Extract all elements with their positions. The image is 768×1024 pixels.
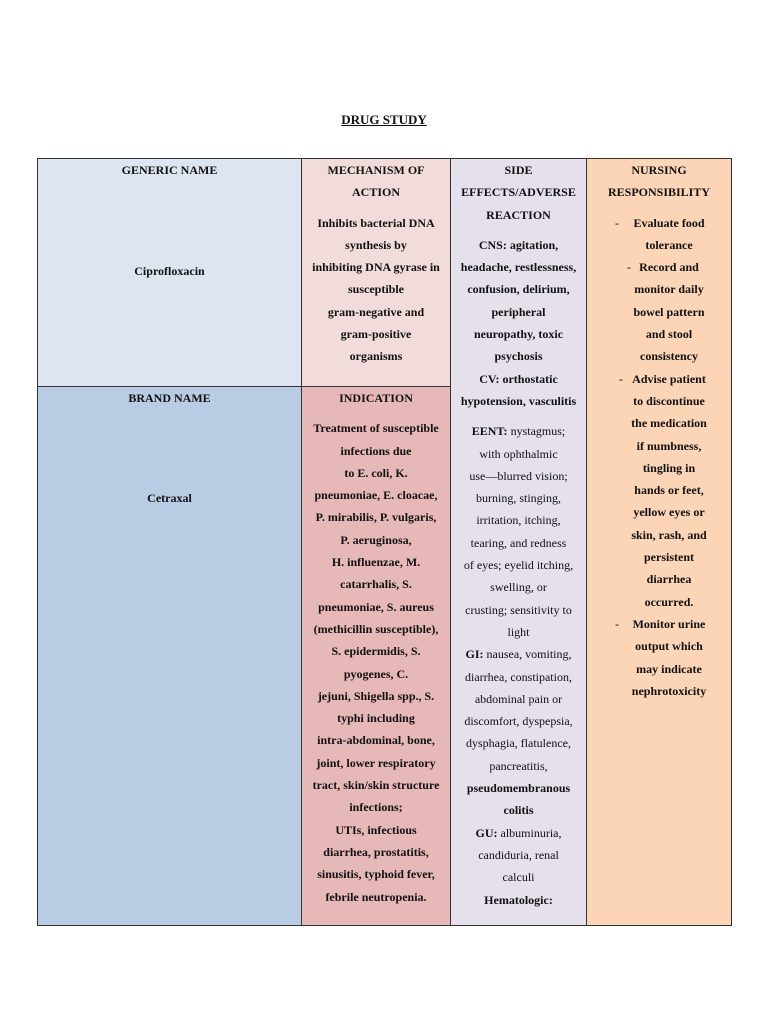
nursing-item-line: Record and — [639, 260, 699, 275]
indication-text-line: Treatment of susceptible — [313, 421, 439, 436]
indication-text-line: intra-abdominal, bone, — [317, 733, 435, 748]
cns-line: CNS: agitation, — [478, 237, 559, 252]
eent-line: irritation, itching, — [476, 513, 561, 528]
indication-text-line: diarrhea, prostatitis, — [323, 844, 429, 859]
gi-line: abdominal pain or — [474, 691, 563, 706]
nursing-item-line: occurred. — [644, 594, 694, 609]
eent-line: tearing, and redness — [470, 535, 567, 550]
nursing-item-line: hands or feet, — [634, 483, 704, 498]
eent-line: burning, stinging, — [475, 491, 561, 506]
nursing-item — [587, 613, 731, 702]
side-effects-header-line: REACTION — [486, 207, 551, 222]
nursing-header-line: RESPONSIBILITY — [607, 185, 711, 200]
nursing-item — [587, 256, 731, 367]
gi-bold-line: pseudomembranous — [466, 781, 571, 796]
gu-line: calculi — [502, 870, 535, 885]
indication-text-line: jejuni, Shigella spp., S. — [317, 688, 435, 703]
mechanism-text-line: inhibiting DNA gyrase in — [312, 260, 440, 275]
eent-line: with ophthalmic — [479, 446, 558, 461]
generic-name-header: GENERIC NAME — [121, 163, 218, 177]
nursing-item-line: Advise patient — [632, 371, 706, 386]
nursing-item-line: to discontinue — [633, 393, 705, 408]
gi-label: GI: — [465, 647, 484, 662]
gi-line: pancreatitis, — [489, 758, 548, 773]
indication-text-line: infections due — [340, 443, 412, 458]
bullet-dash: - — [619, 371, 623, 386]
gu-first-text: albuminuria, — [497, 825, 562, 840]
mechanism-text-line: organisms — [349, 349, 403, 364]
nursing-item-line: Evaluate food — [633, 215, 705, 230]
eent-line — [451, 420, 586, 442]
indication-text-line: pyogenes, C. — [343, 666, 409, 681]
generic-name-cell — [37, 158, 302, 387]
nursing-item — [587, 368, 731, 613]
mechanism-cell — [301, 158, 451, 387]
cns-line: neuropathy, toxic — [473, 327, 564, 342]
side-effects-header-line: EFFECTS/ADVERSE — [461, 185, 576, 200]
eent-line: of eyes; eyelid itching, — [463, 558, 574, 573]
indication-text-line: joint, lower respiratory — [316, 755, 436, 770]
eent-line: light — [507, 624, 530, 639]
eent-line: use—blurred vision; — [469, 468, 568, 483]
indication-text-line: P. aeruginosa, — [340, 532, 412, 547]
document-title: DRUG STUDY — [341, 112, 427, 127]
gi-bold-line: colitis — [503, 803, 534, 818]
gi-line — [451, 643, 586, 665]
nursing-item — [587, 212, 731, 257]
indication-text-line: (methicillin susceptible), — [313, 621, 439, 636]
indication-text-line: pneumoniae, E. cloacae, — [314, 488, 438, 503]
brand-name-cell — [37, 386, 302, 926]
nursing-item-line: if numbness, — [636, 438, 702, 453]
gu-line — [451, 822, 586, 844]
mechanism-header-line: MECHANISM OF — [327, 163, 425, 177]
bullet-dash: - — [615, 616, 619, 631]
indication-text-line: catarrhalis, S. — [340, 577, 412, 592]
indication-text-line: P. mirabilis, P. vulgaris, — [315, 510, 437, 525]
nursing-item-line: tingling in — [642, 460, 696, 475]
nursing-item-line: and stool — [645, 327, 693, 342]
nursing-item-line: may indicate — [636, 661, 702, 676]
cns-line: confusion, delirium, — [467, 282, 570, 297]
indication-text-line: to E. coli, K. — [344, 465, 408, 480]
eent-first-text: nystagmus; — [507, 424, 566, 439]
nursing-item-line: tolerance — [645, 237, 693, 252]
cv-line: CV: orthostatic — [479, 371, 558, 386]
nursing-item-line: monitor daily — [634, 282, 704, 297]
brand-name-header: BRAND NAME — [128, 391, 211, 405]
nursing-item-line: diarrhea — [646, 572, 692, 587]
nursing-item-line: Monitor urine — [632, 616, 706, 631]
nursing-item-line: nephrotoxicity — [631, 683, 707, 698]
side-effects-header-line: SIDE — [504, 163, 533, 177]
gu-line: candiduria, renal — [478, 847, 559, 862]
mechanism-text-line: susceptible — [347, 282, 404, 297]
indication-text-line: sinusitis, typhoid fever, — [317, 867, 435, 882]
hematologic-label: Hematologic: — [484, 892, 553, 907]
indication-text-line: H. influenzae, M. — [331, 555, 421, 570]
gi-line: discomfort, dyspepsia, — [464, 714, 573, 729]
nursing-item-line: consistency — [640, 349, 698, 364]
brand-name-value: Cetraxal — [147, 491, 192, 505]
mechanism-text-line: Inhibits bacterial DNA — [317, 215, 435, 230]
side-effects-cell — [450, 158, 587, 926]
bullet-dash: - — [627, 260, 631, 275]
nursing-item-line: yellow eyes or — [633, 505, 705, 520]
cns-line: peripheral — [491, 304, 546, 319]
indication-text-line: typhi including — [337, 711, 415, 726]
eent-label: EENT: — [471, 424, 508, 439]
indication-text-line: S. epidermidis, S. — [331, 644, 421, 659]
cv-line: hypotension, vasculitis — [460, 393, 577, 408]
eent-line: crusting; sensitivity to — [465, 602, 572, 617]
mechanism-text-line: gram-positive — [340, 327, 412, 342]
gi-line: dysphagia, flatulence, — [466, 736, 571, 751]
gi-first-text: nausea, vomiting, — [483, 647, 572, 662]
nursing-item-line: bowel pattern — [633, 304, 705, 319]
nursing-item-line: output which — [635, 639, 703, 654]
indication-cell — [301, 386, 451, 926]
indication-text-line: infections; — [349, 800, 403, 815]
bullet-dash: - — [615, 215, 619, 230]
drug-study-table — [37, 158, 732, 926]
indication-text-line: febrile neutropenia. — [325, 889, 427, 904]
cns-line: headache, restlessness, — [460, 260, 577, 275]
gu-label: GU: — [475, 825, 498, 840]
indication-text-line: pneumoniae, S. aureus — [318, 599, 434, 614]
nursing-item-line: persistent — [644, 550, 694, 565]
nursing-item-line: skin, rash, and — [631, 527, 707, 542]
gi-line: diarrhea, constipation, — [465, 669, 572, 684]
indication-text-line: UTIs, infectious — [335, 822, 417, 837]
nursing-header-line: NURSING — [631, 163, 687, 177]
mechanism-text-line: gram-negative and — [327, 304, 425, 319]
mechanism-header-line: ACTION — [351, 185, 400, 200]
cns-line: psychosis — [494, 349, 543, 364]
indication-header: INDICATION — [339, 391, 413, 405]
nursing-item-line: the medication — [631, 416, 707, 431]
nursing-cell — [586, 158, 732, 926]
generic-name-value: Ciprofloxacin — [134, 264, 205, 278]
eent-line: swelling, or — [490, 580, 547, 595]
mechanism-text-line: synthesis by — [345, 237, 407, 252]
indication-text-line: tract, skin/skin structure — [312, 778, 440, 793]
